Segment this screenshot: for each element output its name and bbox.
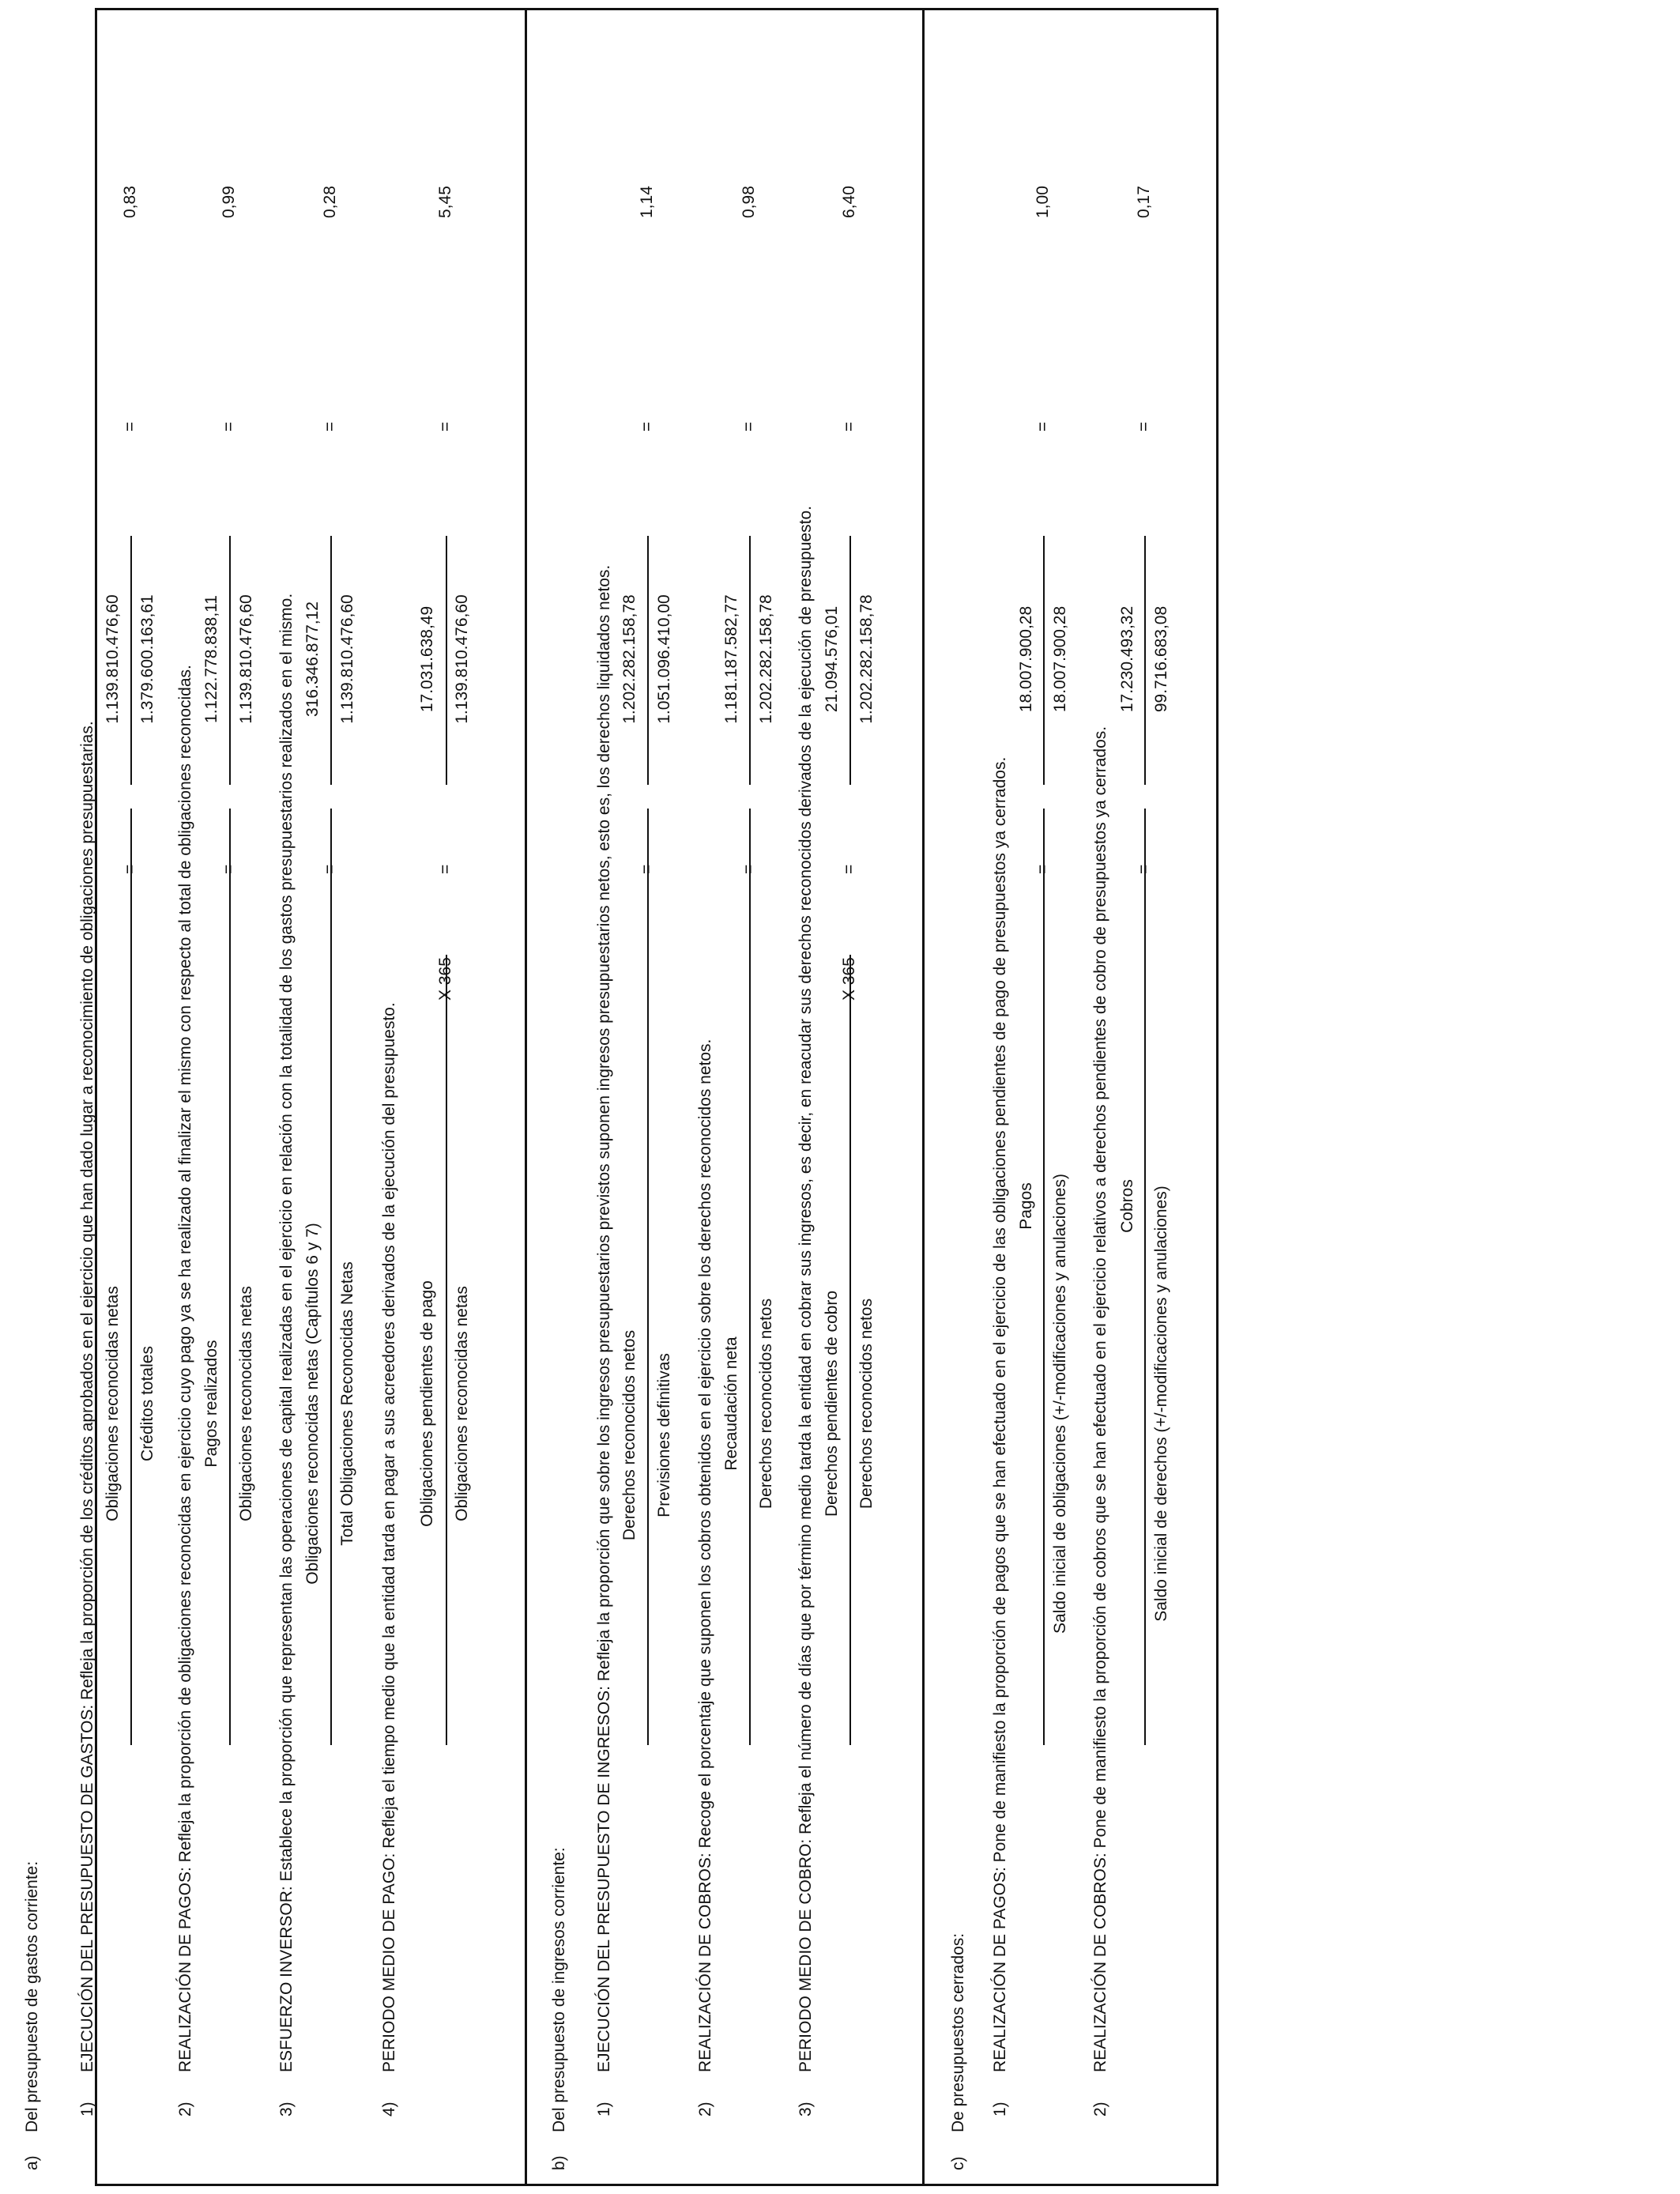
denominator-value: 18.007.900,28 — [1051, 605, 1069, 713]
equals-sign: = — [740, 421, 758, 432]
item-description: REALIZACIÓN DE COBROS: Recoge el porcentaje que suponen los cobros obtenidos en el ejercicio sobre los derechos reconocidos netos. — [696, 1039, 714, 2072]
item-number: 1) — [78, 2102, 96, 2117]
numerator-value: 1.139.810.476,60 — [104, 594, 122, 724]
numerator-value: 18.007.900,28 — [1017, 605, 1035, 713]
fraction-line — [849, 955, 851, 1745]
equals-sign: = — [1135, 864, 1153, 874]
result-value: 0,28 — [321, 186, 339, 218]
value-fraction-line — [130, 536, 132, 785]
item-number: 3) — [797, 2102, 815, 2117]
denominator-value: 1.202.282.158,78 — [857, 594, 876, 724]
denominator-value: 1.139.810.476,60 — [237, 594, 255, 724]
equals-sign: = — [220, 864, 238, 874]
equals-sign: = — [121, 421, 139, 432]
numerator-label: Recaudación neta — [722, 1336, 740, 1471]
denominator-label: Derechos reconocidos netos — [857, 1298, 876, 1510]
item-number: 3) — [277, 2102, 296, 2117]
equals-sign: = — [840, 421, 858, 432]
fraction-line — [330, 809, 332, 1745]
equals-sign: = — [740, 864, 758, 874]
result-value: 5,45 — [436, 186, 454, 218]
numerator-label: Pagos realizados — [202, 1340, 220, 1468]
numerator-value: 316.346.877,12 — [303, 601, 322, 717]
numerator-label: Obligaciones reconocidas netas — [104, 1286, 122, 1521]
equals-sign: = — [220, 421, 238, 432]
denominator-value: 1.139.810.476,60 — [453, 594, 471, 724]
equals-sign: = — [638, 421, 656, 432]
equals-sign: = — [1135, 421, 1153, 432]
denominator-label: Saldo inicial de obligaciones (+/-modificaciones y anulaciones) — [1051, 1174, 1069, 1634]
item-number: 4) — [380, 2102, 398, 2117]
numerator-value: 1.122.778.838,11 — [202, 595, 220, 723]
item-number: 2) — [176, 2102, 194, 2117]
denominator-value: 1.051.096.410,00 — [655, 594, 673, 724]
numerator-value: 1.202.282.158,78 — [620, 594, 638, 724]
numerator-label: Derechos pendientes de cobro — [823, 1290, 841, 1517]
fraction-line — [229, 809, 231, 1745]
denominator-value: 1.139.810.476,60 — [338, 594, 356, 724]
denominator-label: Obligaciones reconocidas netas — [237, 1286, 255, 1521]
equals-sign: = — [121, 864, 139, 874]
equals-sign: = — [638, 864, 656, 874]
result-value: 1,00 — [1034, 186, 1052, 218]
fraction-line — [130, 809, 132, 1745]
value-fraction-line — [330, 536, 332, 785]
value-fraction-line — [446, 536, 447, 785]
item-description: PERIODO MEDIO DE PAGO: Refleja el tiempo medio que la entidad tarda en pagar a sus acreedores derivados de la ejecución del presupuesto. — [380, 1002, 398, 2072]
numerator-label: Cobros — [1118, 1179, 1136, 1233]
item-description: ESFUERZO INVERSOR: Establece la proporción que representan las operaciones de capital realizadas en el ejercicio en relación con la totalidad de los gastos presupuestarios realizados en el mismo. — [277, 593, 296, 2072]
numerator-label: Obligaciones reconocidas netas (Capítulos 6 y 7) — [303, 1223, 322, 1585]
separator-b-c — [922, 8, 925, 2186]
result-value: 0,17 — [1135, 186, 1153, 218]
denominator-label: Créditos totales — [138, 1346, 156, 1461]
value-fraction-line — [749, 536, 751, 785]
item-description: REALIZACIÓN DE PAGOS: Refleja la proporción de obligaciones reconocidas en ejercicio cuyo pago ya se ha realizado al finalizar el mismo con respecto al total de obligaciones reconocidas. — [176, 665, 194, 2072]
denominator-value: 99.716.683,08 — [1152, 605, 1170, 713]
denominator-label: Obligaciones reconocidas netas — [453, 1286, 471, 1521]
value-fraction-line — [229, 536, 231, 785]
section-title: Del presupuesto de gastos corriente: — [23, 1860, 41, 2132]
fraction-line — [647, 809, 649, 1745]
item-number: 1) — [991, 2102, 1009, 2117]
frame-left — [95, 2184, 1219, 2186]
denominator-label: Saldo inicial de derechos (+/-modificaciones y anulaciones) — [1152, 1186, 1170, 1622]
numerator-value: 17.031.638,49 — [418, 605, 436, 713]
denominator-value: 1.379.600.163,61 — [138, 594, 156, 724]
item-number: 1) — [595, 2102, 613, 2117]
equals-sign: = — [1034, 421, 1052, 432]
fraction-line — [1043, 809, 1045, 1745]
section-letter: a) — [23, 2155, 41, 2170]
section-title: De presupuestos cerrados: — [949, 1932, 967, 2132]
result-value: 0,99 — [220, 186, 238, 218]
item-number: 2) — [1091, 2102, 1109, 2117]
value-fraction-line — [647, 536, 649, 785]
separator-a-b — [525, 8, 527, 2186]
numerator-value: 17.230.493,32 — [1118, 605, 1136, 713]
numerator-label: Derechos reconocidos netos — [620, 1329, 638, 1541]
fraction-line — [446, 955, 447, 1745]
value-fraction-line — [1144, 536, 1146, 785]
numerator-value: 21.094.576,01 — [823, 605, 841, 713]
item-description: EJECUCIÓN DEL PRESUPUESTO DE GASTOS: Refleja la proporción de los créditos aprobados en el ejercicio que han dado lugar a reconocimiento de obligaciones presupuestarias. — [78, 721, 96, 2072]
multiplier: X 365 — [436, 957, 454, 1001]
item-number: 2) — [696, 2102, 714, 2117]
item-description: PERIODO MEDIO DE COBRO: Refleja el número de días que por término medio tarda la entidad en cobrar sus ingresos, es decir, en reacudar sus derechos reconocidos derivados de la ejecución de presupuesto. — [797, 505, 815, 2072]
section-letter: c) — [949, 2156, 967, 2170]
fraction-line — [749, 809, 751, 1745]
result-value: 0,83 — [121, 186, 139, 218]
frame-right — [95, 8, 1219, 10]
denominator-label: Previsiones definitivas — [655, 1353, 673, 1517]
numerator-label: Obligaciones pendientes de pago — [418, 1280, 436, 1527]
equals-sign: = — [1034, 864, 1052, 874]
frame-bottom — [1216, 8, 1219, 2186]
denominator-label: Derechos reconocidos netos — [757, 1298, 775, 1510]
equals-sign: = — [436, 864, 454, 874]
result-value: 0,98 — [740, 186, 758, 218]
item-description: REALIZACIÓN DE COBROS: Pone de manifiesto la proporción de cobros que se han efectuado en el ejercicio relativos a derechos pendientes de cobro de presupuestos ya cerrados. — [1091, 726, 1109, 2072]
equals-sign: = — [840, 864, 858, 874]
item-description: REALIZACIÓN DE PAGOS: Pone de manifiesto la proporción de pagos que se han efectuado en el ejercicio de las obligaciones pendientes de pago de presupuestos ya cerrados. — [991, 756, 1009, 2072]
value-fraction-line — [1043, 536, 1045, 785]
section-title: Del presupuesto de ingresos corriente: — [550, 1847, 568, 2132]
denominator-value: 1.202.282.158,78 — [757, 594, 775, 724]
multiplier: X 365 — [840, 957, 858, 1001]
fraction-line — [1144, 809, 1146, 1745]
section-letter: b) — [550, 2155, 568, 2170]
item-description: EJECUCIÓN DEL PRESUPUESTO DE INGRESOS: Refleja la proporción que sobre los ingresos presupuestarios previstos suponen ingresos presupuestarios netos, esto es, los derechos liquidados netos. — [595, 564, 613, 2072]
denominator-label: Total Obligaciones Reconocidas Netas — [338, 1261, 356, 1546]
value-fraction-line — [849, 536, 851, 785]
numerator-value: 1.181.187.582,77 — [722, 594, 740, 724]
numerator-label: Pagos — [1017, 1182, 1035, 1230]
equals-sign: = — [321, 421, 339, 432]
equals-sign: = — [321, 864, 339, 874]
result-value: 6,40 — [840, 186, 858, 218]
equals-sign: = — [436, 421, 454, 432]
result-value: 1,14 — [638, 186, 656, 218]
